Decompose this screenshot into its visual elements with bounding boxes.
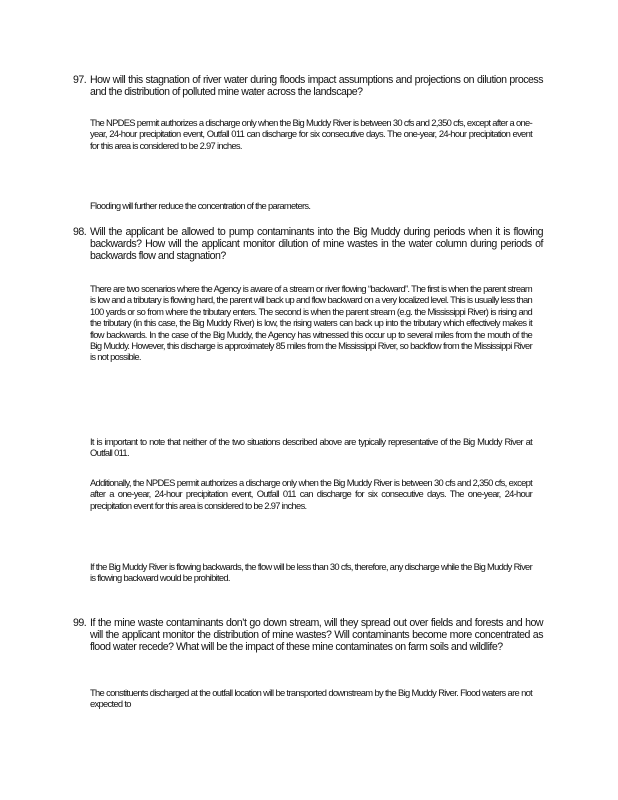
answer-97-paragraph-1: The NPDES permit authorizes a discharge only when the Big Muddy River is between 30 cfs and 2,350 cfs, except after a one-year, 24-hour precipitation event, Outfall 011 can discharge for six consecutive days. The one-year, 24-hour precipitation event for this area is considered to be 2.97 inches.: [90, 117, 532, 151]
answer-99-paragraph-1: The constituents discharged at the outfall location will be transported downstream by the Big Muddy River. Flood waters are not expected to: [90, 687, 532, 710]
answer-98-paragraph-2: It is important to note that neither of the two situations described above are typically representative of the Big Muddy River at Outfall 011.: [90, 436, 532, 459]
question-98: [73, 226, 543, 262]
answer-98-paragraph-1: There are two scenarios where the Agency is aware of a stream or river flowing “backward”. The first is when the parent stream is low and a tributary is flowing hard, the parent will back up and flow backward on a very localized level. This is usually less than 100 yards or so from where the tributary enters. The second is when the parent stream (e.g. the Mississippi River) is rising and the tributary (in this case, the Big Muddy River) is low, the rising waters can back up into the tributary which effectively makes it flow backwards. In the case of the Big Muddy, the Agency has witnessed this occur up to several miles from the mouth of the Big Muddy. However, this discharge is approximately 85 miles from the Mississippi River, so backflow from the Mississippi River is not possible.: [90, 283, 532, 363]
question-number: 97.: [73, 74, 87, 86]
question-number: 99.: [73, 617, 87, 629]
answer-98-paragraph-3: Additionally, the NPDES permit authorizes a discharge only when the Big Muddy River is between 30 cfs and 2,350 cfs, except after a one-year, 24-hour precipitation event, Outfall 011 can discharge for six consecutive days. The one-year, 24-hour precipitation event for this area is considered to be 2.97 inches.: [90, 477, 532, 511]
question-number: 98.: [73, 226, 87, 238]
question-text: How will this stagnation of river water during floods impact assumptions and projections on dilution process and the distribution of polluted mine water across the landscape?: [90, 74, 543, 98]
question-text: Will the applicant be allowed to pump contaminants into the Big Muddy during periods when it is flowing backwards? How will the applicant monitor dilution of mine wastes in the water column during periods of backwards flow and stagnation?: [90, 226, 543, 262]
question-99: [73, 617, 543, 653]
answer-98-paragraph-4: If the Big Muddy River is flowing backwards, the flow will be less than 30 cfs, therefore, any discharge while the Big Muddy River is flowing backward would be prohibited.: [90, 561, 532, 584]
question-97: [73, 74, 543, 98]
question-text: If the mine waste contaminants don’t go down stream, will they spread out over fields and forests and how will the applicant monitor the distribution of mine wastes? Will contaminants become more concentrated as flood water recede? What will be the impact of these mine contaminates on farm soils and wildlife?: [90, 617, 543, 653]
answer-97-paragraph-2: Flooding will further reduce the concentration of the parameters.: [90, 200, 311, 211]
